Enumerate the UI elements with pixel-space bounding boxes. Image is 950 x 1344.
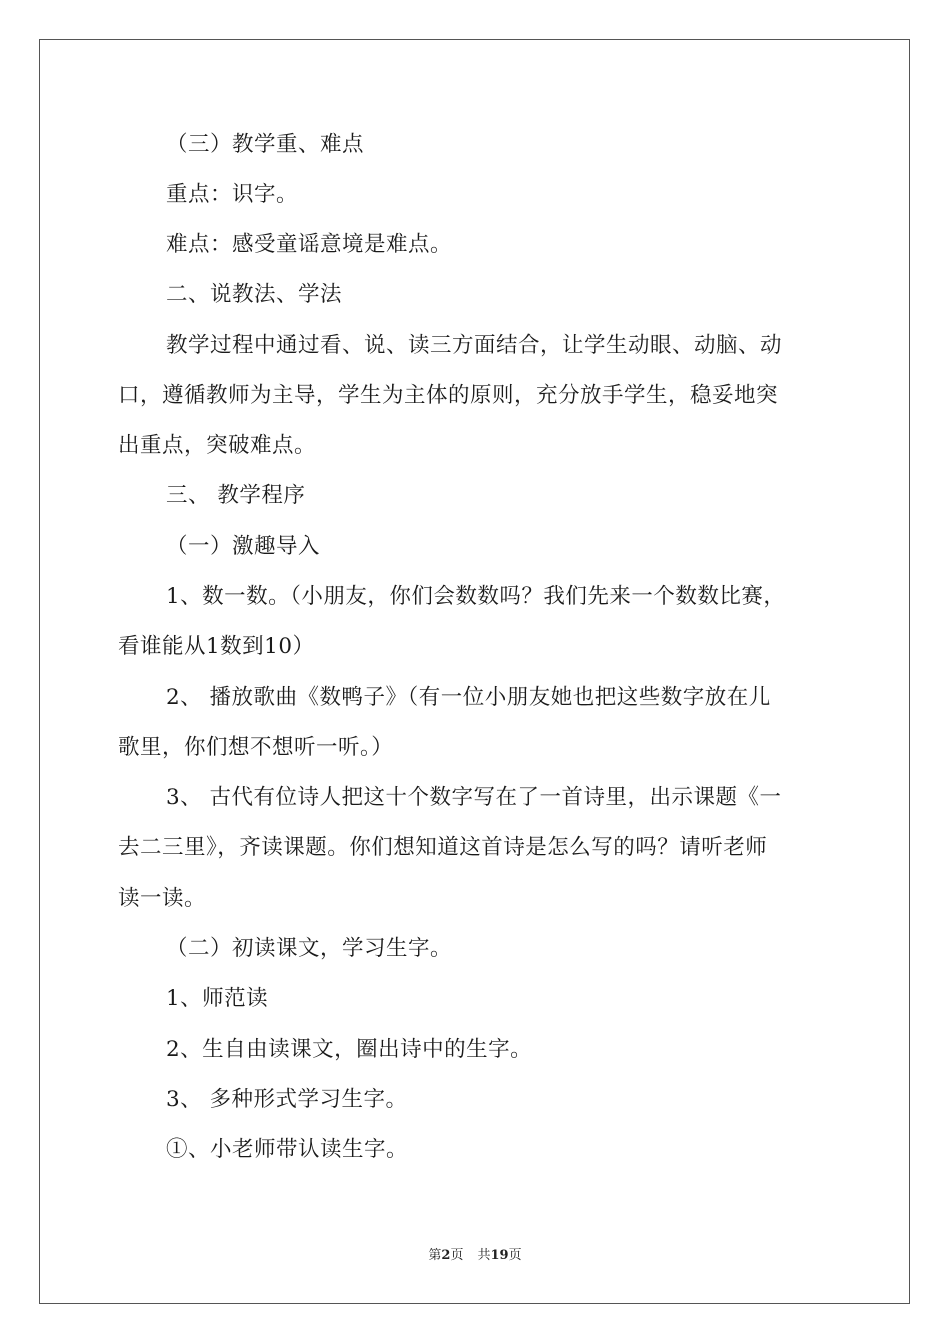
list-item-free-reading: 2、生自由读课文，圈出诗中的生字。 [166, 1037, 533, 1062]
footer-page-suffix: 页 [450, 1248, 464, 1263]
page-footer [0, 1247, 950, 1265]
footer-page-prefix: 第 [428, 1248, 442, 1263]
paragraph-methods-line-3: 出重点，突破难点。 [118, 433, 317, 458]
paragraph-methods-line-2: 口，遵循教师为主导，学生为主体的原则，充分放手学生，稳妥地突 [118, 383, 779, 408]
list-item-1-line-1: 1、数一数。（小朋友，你们会数数吗？我们先来一个数数比赛， [166, 584, 786, 609]
paragraph-key-point: 重点：识字。 [166, 182, 299, 207]
list-item-1-line-2: 看谁能从1数到10） [118, 634, 315, 659]
heading-key-points: （三）教学重、难点 [166, 132, 365, 157]
list-item-3-line-3: 读一读。 [118, 886, 207, 911]
paragraph-methods-line-1: 教学过程中通过看、说、读三方面结合，让学生动眼、动脑、动 [166, 333, 783, 358]
list-item-small-teacher: ①、小老师带认读生字。 [166, 1137, 409, 1162]
heading-methods: 二、说教法、学法 [166, 282, 343, 307]
footer-total-pages: 19 [490, 1248, 509, 1263]
footer-total-suffix: 页 [508, 1248, 522, 1263]
list-item-2-line-2: 歌里，你们想不想听一听。） [118, 735, 394, 760]
list-item-3-line-2: 去二三里》，齐读课题。你们想知道这首诗是怎么写的吗？请听老师 [118, 835, 768, 860]
footer-page-number: 2 [441, 1248, 451, 1263]
footer-total-prefix: 共 [477, 1248, 491, 1263]
page-frame [39, 39, 910, 1304]
list-item-2-line-1: 2、 播放歌曲《数鸭子》（有一位小朋友她也把这些数字放在儿 [166, 685, 771, 710]
paragraph-difficulty: 难点：感受童谣意境是难点。 [166, 232, 453, 257]
heading-procedure: 三、 教学程序 [166, 483, 306, 508]
list-item-teacher-reads: 1、师范读 [166, 986, 269, 1011]
list-item-3-line-1: 3、 古代有位诗人把这十个数字写在了一首诗里，出示课题《一 [166, 785, 782, 810]
heading-intro: （一）激趣导入 [166, 534, 321, 559]
list-item-learn-characters: 3、 多种形式学习生字。 [166, 1087, 408, 1112]
heading-first-reading: （二）初读课文，学习生字。 [166, 936, 453, 961]
